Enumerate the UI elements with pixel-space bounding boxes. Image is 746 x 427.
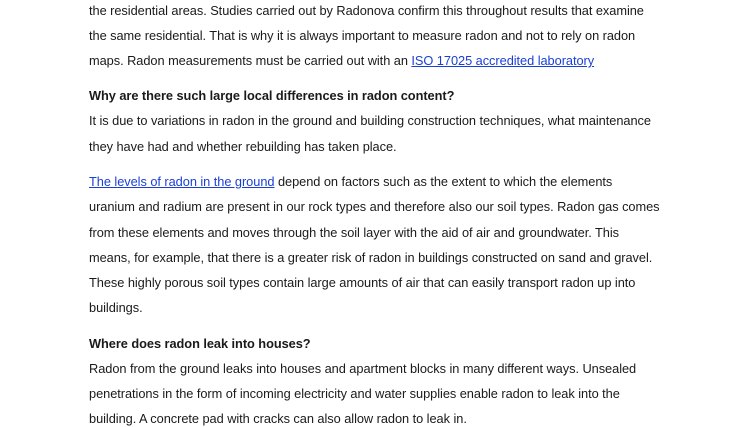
section-2-line-3: building. A concrete pad with cracks can also allow radon to leak in. (89, 411, 467, 426)
section-1-heading: Why are there such large local differences in radon content? (89, 88, 455, 103)
paragraph-1-line-1: the residential areas. Studies carried out by Radonova confirm this throughout results that examine (89, 3, 644, 18)
paragraph-2-line-2: uranium and radium are present in our rock types and therefore also our soil types. Radon gas comes (89, 199, 660, 214)
section-1-line-2: they have had and whether rebuilding has taken place. (89, 139, 397, 154)
section-2-heading: Where does radon leak into houses? (89, 336, 311, 351)
paragraph-2-line-1-text: depend on factors such as the extent to which the elements (274, 174, 613, 189)
radon-levels-ground-link[interactable]: The levels of radon in the ground (89, 174, 275, 189)
iso-accredited-lab-link[interactable]: ISO 17025 accredited laboratory (411, 53, 595, 68)
paragraph-2-line-5: These highly porous soil types contain large amounts of air that can easily transport radon up into (89, 275, 636, 290)
paragraph-2-line-6: buildings. (89, 300, 143, 315)
paragraph-1-line-3-text: maps. Radon measurements must be carried out with an (89, 53, 412, 68)
paragraph-2-line-1 (89, 174, 612, 190)
paragraph-1-line-3 (89, 53, 594, 69)
section-2-line-1: Radon from the ground leaks into houses and apartment blocks in many different ways. Unsealed (89, 361, 637, 376)
section-2-line-2: penetrations in the form of incoming electricity and water supplies enable radon to leak into the (89, 386, 620, 401)
paragraph-2-line-4: means, for example, that there is a greater risk of radon in buildings constructed on sand and gravel. (89, 250, 653, 265)
paragraph-1-line-2: the same residential. That is why it is always important to measure radon and not to rely on radon (89, 28, 636, 43)
paragraph-2-line-3: from these elements and moves through the soil layer with the aid of air and groundwater. This (89, 225, 619, 240)
section-1-line-1: It is due to variations in radon in the ground and building construction techniques, what maintenance (89, 113, 651, 128)
